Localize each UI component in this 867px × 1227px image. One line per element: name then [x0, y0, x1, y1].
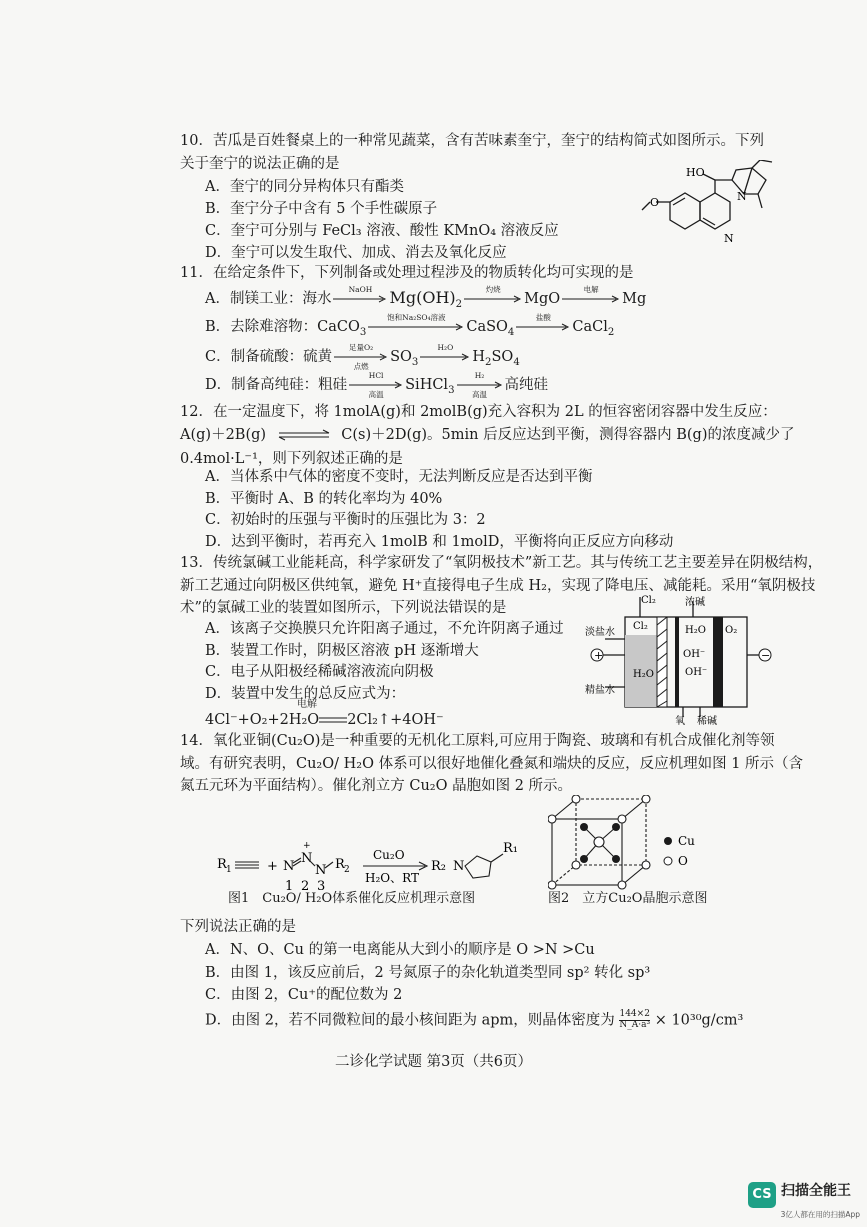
q12-option-a: A．当体系中气体的密度不变时，无法判断反应是否达到平衡	[205, 469, 593, 485]
cl2-inside-label: Cl₂	[633, 621, 648, 632]
q13-equation	[205, 713, 444, 728]
o-legend-label: O	[678, 854, 688, 868]
sub: 2	[485, 356, 492, 368]
density-fraction	[619, 1010, 650, 1031]
q14-stem-line1: 14．氧化亚铜(Cu₂O)是一种重要的无机化工原料,可应用于陶瓷、玻璃和有机合成催化剂等领	[180, 733, 775, 749]
plus-sign: +	[267, 859, 278, 874]
page-footer: 二诊化学试题 第3页（共6页）	[334, 1054, 533, 1070]
dilute-brine-label: 淡盐水	[585, 627, 615, 638]
q12-stem-line1: 12．在一定温度下，将 1molA(g)和 2molB(g)充入容积为 2L 的恒容密闭容器中发生反应：	[180, 404, 777, 420]
condition-label: H₂O、RT	[365, 871, 419, 885]
cu-legend-label: Cu	[678, 834, 695, 848]
q11-d-product2: 高纯硅	[504, 377, 549, 393]
q11-option-b	[205, 313, 615, 338]
sub: 3	[448, 384, 455, 396]
q14-d-prefix: D．由图 2，若不同微粒间的最小核间距为 apm，则晶体密度为	[205, 1012, 615, 1029]
oxygen-outlet-label: 氧	[675, 716, 685, 725]
product-r1-label: R₁	[503, 841, 518, 856]
q11-b-product1: CaSO	[466, 319, 508, 335]
sub: 3	[411, 356, 419, 368]
atom-number-1: 1	[285, 879, 294, 894]
arrow-condition-top: HCl	[368, 371, 384, 380]
q14-option-c: C．由图 2，Cu⁺的配位数为 2	[205, 987, 403, 1003]
dilute-alkali-label: 稀碱	[697, 716, 717, 725]
q11-a-product1: Mg(OH)	[389, 288, 456, 307]
sub: 4	[513, 356, 520, 368]
ho-label: HO	[686, 166, 705, 179]
arrow-condition: 电解	[583, 285, 599, 294]
figure2-caption: 图2 立方Cu₂O晶胞示意图	[548, 891, 708, 906]
figure1-caption: 图1 Cu₂O/ H₂O体系催化反应机理示意图	[228, 891, 476, 906]
n-bridge-label: N	[737, 190, 747, 203]
q11-b-product2: CaCl	[572, 319, 608, 335]
fraction-numerator: 144×2	[619, 1009, 650, 1019]
arrow-condition-top: 足量O₂	[349, 343, 374, 352]
o-legend-icon	[664, 857, 672, 865]
q11-option-c	[205, 343, 520, 371]
quinine-structure	[640, 160, 780, 255]
electrolysis-cell-figure	[585, 595, 785, 725]
q13-eq-right: 2Cl₂↑+4OH⁻	[347, 712, 444, 728]
cl2-top-label: Cl₂	[641, 595, 656, 606]
q11-c-product2b: SO	[491, 349, 514, 365]
q12-products: C(s)＋2D(g)。5min 后反应达到平衡，测得容器内 B(g)的浓度减少了	[341, 427, 795, 443]
q11-b-prefix: B．去除难溶物：CaCO	[205, 319, 360, 335]
q14-stem-line2: 域。有研究表明，Cu₂O/ H₂O 体系可以很好地催化叠氮和端炔的反应，反应机理如图 1 所示（含	[180, 756, 804, 772]
q13-eq-left: 4Cl⁻+O₂+2H₂O	[205, 712, 320, 728]
q12-option-d: D．达到平衡时，若再充入 1molB 和 1molD，平衡将向正反应方向移动	[205, 534, 674, 550]
q11-a-product3: Mg	[622, 291, 647, 307]
q14-stem-line3: 氮五元环为平面结构）。催化剂立方 Cu₂O 晶胞如图 2 所示。	[180, 778, 573, 794]
q11-option-a	[205, 285, 647, 310]
scanner-watermark	[748, 1178, 860, 1220]
q11-c-product1: SO	[390, 349, 412, 365]
unit-cell-figure	[548, 795, 718, 890]
h2o-left-label: H₂O	[633, 669, 654, 680]
arrow-condition: 盐酸	[535, 313, 551, 322]
q14-option-b: B．由图 1，该反应前后，2 号氮原子的杂化轨道类型同 sp² 转化 sp³	[205, 965, 651, 981]
q12-stem-line3: 0.4mol·L⁻¹，则下列叙述正确的是	[180, 451, 403, 467]
q12-option-b: B．平衡时 A、B 的转化率均为 40%	[205, 491, 443, 507]
arrow	[464, 285, 522, 303]
q14-option-d	[205, 1010, 743, 1031]
q11-a-product2: MgO	[524, 291, 561, 307]
n1-label: N	[283, 859, 295, 874]
q11-d-product1: SiHCl	[405, 377, 449, 393]
oh-label-2: OH⁻	[685, 667, 708, 678]
q10-option-d: D．奎宁可以发生取代、加成、消去及氧化反应	[205, 245, 507, 261]
arrow	[334, 343, 388, 371]
equilibrium-arrow-icon	[277, 429, 331, 441]
q12-option-c: C．初始时的压强与平衡时的压强比为 3：2	[205, 512, 486, 528]
q11-a-prefix: A．制镁工业：海水	[205, 291, 332, 307]
h2o-right-label: H₂O	[685, 625, 706, 636]
r1-label: R	[217, 857, 227, 872]
q11-stem: 11．在给定条件下，下列制备或处理过程涉及的物质转化均可实现的是	[180, 265, 634, 281]
q10-option-c: C．奎宁可分别与 FeCl₃ 溶液、酸性 KMnO₄ 溶液反应	[205, 223, 559, 239]
arrow	[420, 343, 470, 361]
arrow	[562, 285, 620, 303]
sub: 3	[359, 326, 367, 338]
q13-stem-line2: 新工艺通过向阴极区供纯氧，避免 H⁺直接得电子生成 H₂，实现了降电压、减能耗。采用“氧阴极技	[180, 578, 816, 594]
q13-option-b: B．装置工作时，阴极区溶液 pH 逐渐增大	[205, 643, 479, 659]
arrow-condition-bottom: 点燃	[353, 361, 369, 371]
arrow-condition-bottom: 高温	[368, 389, 384, 399]
fraction-denominator: N_A·a³	[619, 1019, 651, 1030]
q10-option-b: B．奎宁分子中含有 5 个手性碳原子	[205, 201, 438, 217]
arrow-condition: NaOH	[348, 285, 373, 294]
o-label: O	[650, 196, 660, 209]
sub: 2	[455, 298, 463, 310]
oh-label-1: OH⁻	[683, 649, 706, 660]
q14-prompt: 下列说法正确的是	[180, 919, 296, 935]
q11-d-prefix: D．制备高纯硅：粗硅	[205, 377, 348, 393]
equals-icon	[319, 716, 347, 724]
product-n-label: N	[453, 859, 465, 874]
cathode-minus-label: −	[761, 649, 771, 662]
q10-stem-line1: 10．苦瓜是百姓餐桌上的一种常见蔬菜，含有苦味素奎宁，奎宁的结构简式如图所示。下列	[180, 133, 764, 149]
cu-legend-icon	[664, 837, 672, 845]
q10-stem-line2: 关于奎宁的说法正确的是	[180, 156, 340, 172]
purified-brine-label: 精盐水	[585, 685, 615, 696]
watermark-tagline: 3亿人都在用的扫描App	[780, 1210, 860, 1219]
n3-label: N	[315, 863, 327, 878]
q13-eq-condition: 电解	[297, 699, 317, 710]
anode-plus-label: +	[594, 649, 604, 662]
n-ring-label: N	[724, 232, 734, 245]
r1-sub: 1	[226, 865, 232, 875]
arrow	[457, 371, 503, 399]
arrow-condition: 饱和Na₂SO₄溶液	[387, 313, 446, 322]
q11-option-d	[205, 371, 549, 399]
n2-label: N	[301, 851, 313, 866]
atom-number-3: 3	[317, 879, 326, 894]
camscanner-logo-icon: CS	[748, 1182, 776, 1208]
q11-c-prefix: C．制备硫酸：硫黄	[205, 349, 333, 365]
sub: 2	[607, 326, 615, 338]
arrow	[368, 313, 464, 331]
o2-label: O₂	[725, 625, 738, 636]
reaction-mechanism-figure	[215, 840, 535, 896]
q13-stem-line3: 术”的氯碱工业的装置如图所示，下列说法错误的是	[180, 600, 507, 616]
arrow	[349, 371, 403, 399]
sub: 4	[507, 326, 515, 338]
q14-option-a: A．N、O、Cu 的第一电离能从大到小的顺序是 O >N >Cu	[205, 942, 595, 958]
concentrated-alkali-label: 浓碱	[685, 597, 705, 608]
q11-c-product2: H	[472, 349, 486, 365]
arrow	[333, 285, 387, 303]
arrow-condition: 灼烧	[485, 285, 501, 294]
arrow-condition-top: H₂	[474, 371, 485, 380]
r2-label: R	[335, 857, 345, 872]
arrow-condition-bottom: 高温	[472, 389, 488, 399]
q14-d-suffix: × 10³⁰g/cm³	[654, 1012, 744, 1029]
r2-sub: 2	[344, 865, 350, 875]
charge-plus: +	[303, 841, 311, 851]
watermark-name: 扫描全能王	[781, 1183, 851, 1199]
q13-stem-line1: 13．传统氯碱工业能耗高，科学家研发了“氧阴极技术”新工艺。其与传统工艺主要差异在阴极结构，	[180, 555, 823, 571]
q13-option-a: A．该离子交换膜只允许阳离子通过，不允许阴离子通过	[205, 621, 564, 637]
q10-option-a: A．奎宁的同分异构体只有酯类	[205, 179, 404, 195]
product-r2-label: R₂	[431, 859, 446, 874]
q13-option-d: D．装置中发生的总反应式为：	[205, 686, 406, 702]
q12-reactants: A(g)＋2B(g)	[180, 427, 267, 443]
catalyst-label: Cu₂O	[373, 848, 405, 862]
atom-number-2: 2	[301, 879, 310, 894]
arrow-condition: H₂O	[437, 343, 454, 352]
arrow	[516, 313, 570, 331]
q12-stem-line2	[180, 428, 794, 443]
q13-option-c: C．电子从阳极经稀碱溶液流向阴极	[205, 664, 434, 680]
